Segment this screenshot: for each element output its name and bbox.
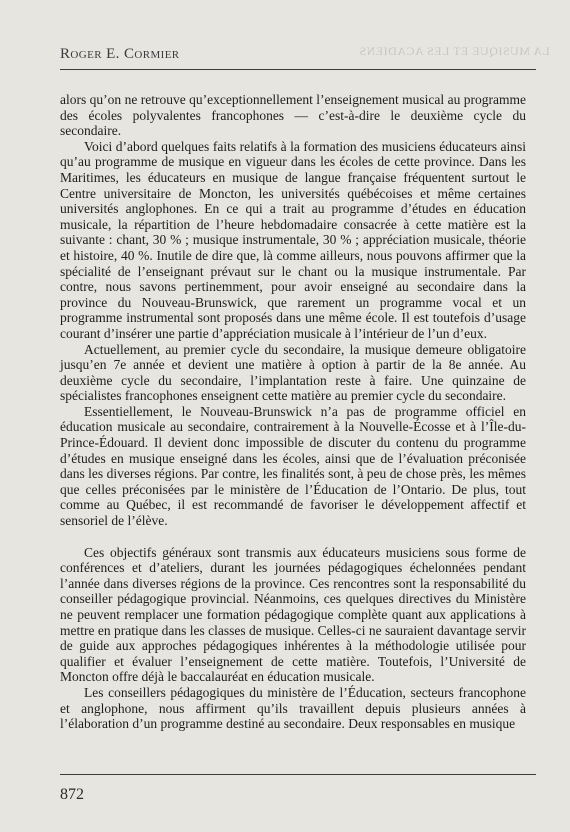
paragraph-continuation: alors qu’on ne retrouve qu’exceptionnellement l’enseignement musical au programme des écoles polyvalentes francophones — c’est-à-dire le deuxième cycle du secondaire. [60,92,526,139]
body-text [60,92,526,732]
header-rule [60,69,536,70]
page-number: 872 [60,786,84,803]
paragraph-formation: Voici d’abord quelques faits relatifs à la formation des musiciens éducateurs ainsi qu’au programme de musique en vigueur dans les écoles de cette province. Dans les Maritimes, les éducateurs en musique de langue française fréquentent surtout le Centre universitaire de Moncton, les universités québécoises et même certaines universités anglophones. En ce qui a trait au programme d’études en éducation musicale, la répartition de l’heure hebdomadaire consacrée à cette matière est la suivante : chant, 30 % ; musique instrumentale, 30 % ; appréciation musicale, théorie et histoire, 40 %. Inutile de dire que, là comme ailleurs, nous pouvons affirmer que la spécialité de l’enseignant prévaut sur le chant ou la musique instrumentale. Par contre, nous savons pertinemment, pour avoir enseigné au secondaire dans la province du Nouveau-Brunswick, que rarement un programme vocal et un programme instrumental sont proposés dans une même école. Il est toutefois d’usage courant d’insérer une partie d’appréciation musicale à l’intérieur de l’un d’eux. [60,138,526,341]
paragraph-conseillers: Les conseillers pédagogiques du ministère de l’Éducation, secteurs francophone et anglophone, nous affirment qu’ils travaillent depuis plusieurs années à l’élaboration d’un programme destiné au secondaire. Deux responsables en musique [60,684,526,732]
footer-rule [60,774,536,775]
bleed-through-running-head: LA MUSIQUE ET LES ACADIENS [359,44,550,58]
paragraph-premier-cycle: Actuellement, au premier cycle du secondaire, la musique demeure obligatoire jusqu’en 7e année et devient une matière à option à partir de la 8e année. Au deuxième cycle du secondaire, l’implantation reste à faire. Une quinzaine de spécialistes francophones enseignent cette matière au premier cycle du secondaire. [60,341,526,404]
paragraph-objectifs: Ces objectifs généraux sont transmis aux éducateurs musiciens sous forme de conférences et d’ateliers, durant les journées pédagogiques échelonnées pendant l’année dans diverses régions de la province. Ces rencontres sont la responsabilité du conseiller pédagogique provincial. Néanmoins, ces quelques directives du Ministère ne peuvent remplacer une formation pédagogique complète quant aux applications à mettre en pratique dans les classes de musique. Celles-ci ne sauraient davantage servir de guide aux approches pédagogiques inhérentes à la méthodologie utilisée pour qualifier et évaluer l’enseignement de cette matière. Toutefois, l’Université de Moncton offre déjà le baccalauréat en éducation musicale. [60,544,526,685]
paragraph-programme-officiel: Essentiellement, le Nouveau-Brunswick n’a pas de programme officiel en éducation musicale au secondaire, contrairement à la Nouvelle-Écosse et à l’Île-du-Prince-Édouard. Il devient donc impossible de discuter du contenu du programme d’études en musique enseigné dans les écoles, ainsi que de l’évaluation préconisée dans les diverses régions. Par contre, les finalités sont, à peu de chose près, les mêmes que celles préconisées par le ministère de l’Éducation de l’Ontario. De plus, tout comme au Québec, il est recommandé de favoriser le développement affectif et sensoriel de l’élève. [60,403,526,529]
running-head: Roger E. Cormier [60,46,180,62]
